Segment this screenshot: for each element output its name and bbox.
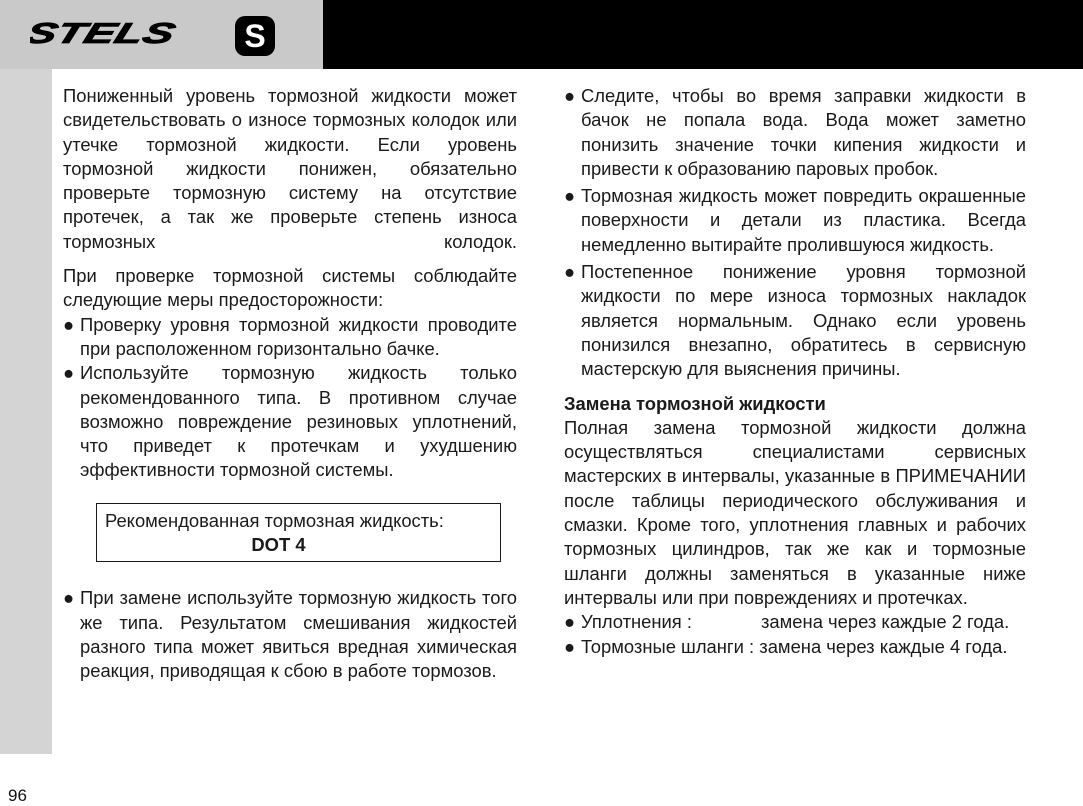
section-title: Замена тормозной жидкости	[564, 392, 826, 414]
bullet-text: Следите, чтобы во время заправки жидкости в бачок не попала вода. Вода может заметно понизить значение точки кипения жидкости и привести к образованию паровых пробок.	[581, 85, 1026, 179]
interval-value: замена через каждые 2 года.	[761, 611, 1010, 633]
section-paragraph: Полная замена тормозной жидкости должна осуществляться специалистами сервисных мастерских в интервалы, указанные в ПРИМЕЧАНИИ после таблицы периодического обслуживания и смазки. Кроме того, уплотнения главных и рабочих тормозных цилиндров, так же как и тормозные шланги должны заменяться в указанные ниже интервалы или при повреждениях и протечках.	[564, 416, 1026, 608]
recommended-fluid-value: DOT 4	[251, 534, 306, 556]
bullet-icon: ●	[63, 587, 75, 609]
intro-paragraph: Пониженный уровень тормозной жидкости может свидетельствовать о износе тормозных колодок или утечке тормозной жидкости. Если уровень тормозной жидкости понижен, обязательно проверьте тормозную систему на отсутствие протечек, а так же проверьте степень износа тормозных колодок.	[63, 85, 517, 252]
list-item	[564, 610, 1026, 634]
bullet-icon: ●	[564, 611, 576, 633]
list-item	[564, 184, 1026, 257]
stels-logo	[30, 14, 280, 63]
list-item	[63, 361, 517, 482]
right-column	[564, 84, 1026, 659]
interval-label: Уплотнения :	[581, 611, 692, 633]
list-item	[63, 586, 517, 683]
bullet-icon: ●	[564, 635, 576, 657]
bullet-icon: ●	[564, 261, 576, 283]
recommended-fluid-label: Рекомендованная тормозная жидкость:	[105, 509, 444, 531]
list-item	[564, 260, 1026, 381]
precautions-intro: При проверке тормозной системы соблюдайте следующие меры предосторожности:	[63, 265, 517, 311]
bullet-text: Тормозная жидкость может повредить окрашенные поверхности и детали из пластика. Всегда немедленно вытирайте пролившуюся жидкость.	[581, 185, 1026, 255]
bullet-icon: ●	[63, 362, 75, 384]
bullet-text: Используйте тормозную жидкость только рекомендованного типа. В противном случае возможно повреждение резиновых уплотнений, что приведет к протечкам и ухудшению эффективности тормозной системы.	[80, 362, 517, 481]
list-item	[564, 84, 1026, 181]
logo-letter: S	[244, 18, 266, 54]
bullet-text: Проверку уровня тормозной жидкости проводите при расположенном горизонтально бачке.	[80, 313, 517, 359]
bullet-text: Постепенное понижение уровня тормозной жидкости по мере износа тормозных накладок является нормальным. Однако если уровень понизился внезапно, обратитесь в сервисную мастерскую для выяснения причины.	[581, 261, 1026, 380]
interval-value: замена через каждые 4 года.	[759, 635, 1008, 657]
list-item	[63, 313, 517, 362]
interval-label: Тормозные шланги :	[581, 635, 755, 657]
header-logo-area	[0, 0, 323, 69]
page-margin-strip	[0, 69, 52, 805]
bullet-text: При замене используйте тормозную жидкость того же типа. Результатом смешивания жидкостей разного типа может явиться вредная химическая реакция, приводящая к сбою в работе тормозов.	[80, 587, 517, 682]
bullet-icon: ●	[63, 313, 75, 335]
bullet-icon: ●	[564, 185, 576, 207]
list-item	[564, 635, 1026, 659]
page-number: 96	[8, 786, 27, 805]
recommended-fluid-box	[96, 503, 501, 563]
left-column	[63, 84, 517, 684]
bullet-icon: ●	[564, 85, 576, 106]
header-bar	[323, 0, 1083, 69]
logo-wordmark: STELS	[30, 17, 180, 50]
